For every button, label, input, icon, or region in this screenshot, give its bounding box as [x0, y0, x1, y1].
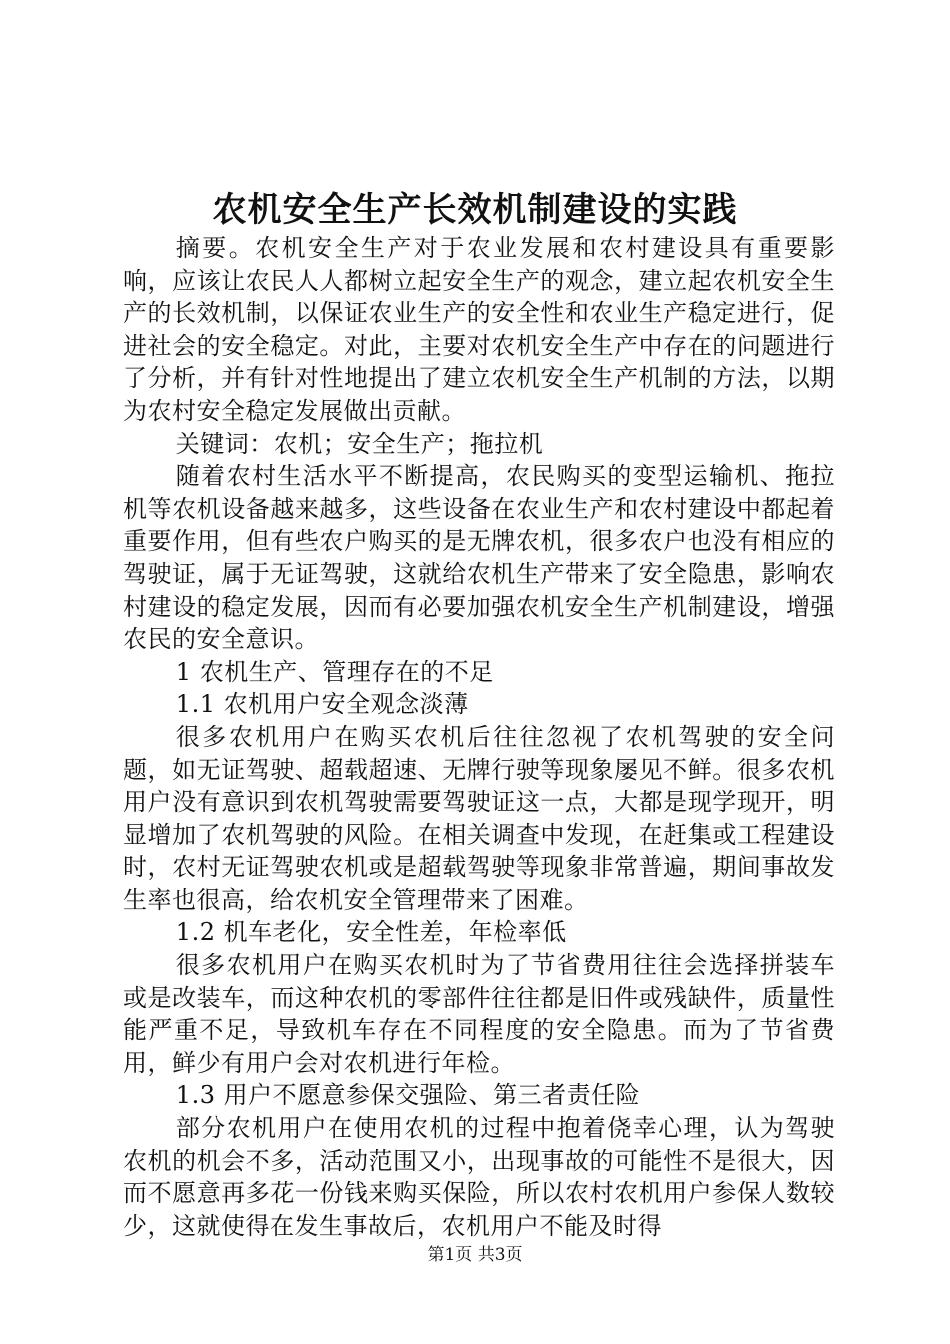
- intro-paragraph: 随着农村生活水平不断提高，农民购买的变型运输机、拖拉机等农机设备越来越多，这些设备在农业生产和农村建设中都起着重要作用，但有些农户购买的是无牌农机，很多农户也没有相应的驾驶证，属于无证驾驶，这就给农机生产带来了安全隐患，影响农村建设的稳定发展，因而有必要加强农机安全生产机制建设，增强农民的安全意识。: [123, 462, 835, 654]
- document-title: 农机安全生产长效机制建设的实践: [212, 190, 738, 230]
- subsection-heading-1-2: 1.2 机车老化，安全性差，年检率低: [175, 918, 567, 947]
- body-paragraph-1-1: 很多农机用户在购买农机后往往忽视了农机驾驶的安全问题，如无证驾驶、超载超速、无牌行驶等现象屡见不鲜。很多农机用户没有意识到农机驾驶需要驾驶证这一点，大都是现学现开，明显增加了农机驾驶的风险。在相关调查中发现，在赶集或工程建设时，农村无证驾驶农机或是超载驾驶等现象非常普遍，期间事故发生率也很高，给农机安全管理带来了困难。: [123, 722, 835, 914]
- subsection-heading-1-1: 1.1 农机用户安全观念淡薄: [175, 690, 469, 719]
- keywords-line: 关键词：农机；安全生产；拖拉机: [175, 429, 544, 458]
- body-paragraph-1-2: 很多农机用户在购买农机时为了节省费用往往会选择拼装车或是改装车，而这种农机的零部件往往都是旧件或残缺件，质量性能严重不足，导致机车存在不同程度的安全隐患。而为了节省费用，鲜少有用户会对农机进行年检。: [123, 951, 835, 1077]
- document-body: [123, 232, 835, 1242]
- subsection-heading-1-3: 1.3 用户不愿意参保交强险、第三者责任险: [175, 1081, 641, 1110]
- section-heading-1: 1 农机生产、管理存在的不足: [175, 657, 494, 686]
- abstract-paragraph: 摘要。农机安全生产对于农业发展和农村建设具有重要影响，应该让农民人人都树立起安全生产的观念，建立起农机安全生产的长效机制，以保证农业生产的安全性和农业生产稳定进行，促进社会的安全稳定。对此，主要对农机安全生产中存在的问题进行了分析，并有针对性地提出了建立农机安全生产机制的方法，以期为农村安全稳定发展做出贡献。: [123, 234, 835, 425]
- body-paragraph-1-3: 部分农机用户在使用农机的过程中抱着侥幸心理，认为驾驶农机的机会不多，活动范围又小，出现事故的可能性不是很大，因而不愿意再多花一份钱来购买保险，所以农村农机用户参保人数较少，这就使得在发生事故后，农机用户不能及时得: [123, 1114, 835, 1240]
- page-footer: 第1页 共3页: [427, 1245, 523, 1265]
